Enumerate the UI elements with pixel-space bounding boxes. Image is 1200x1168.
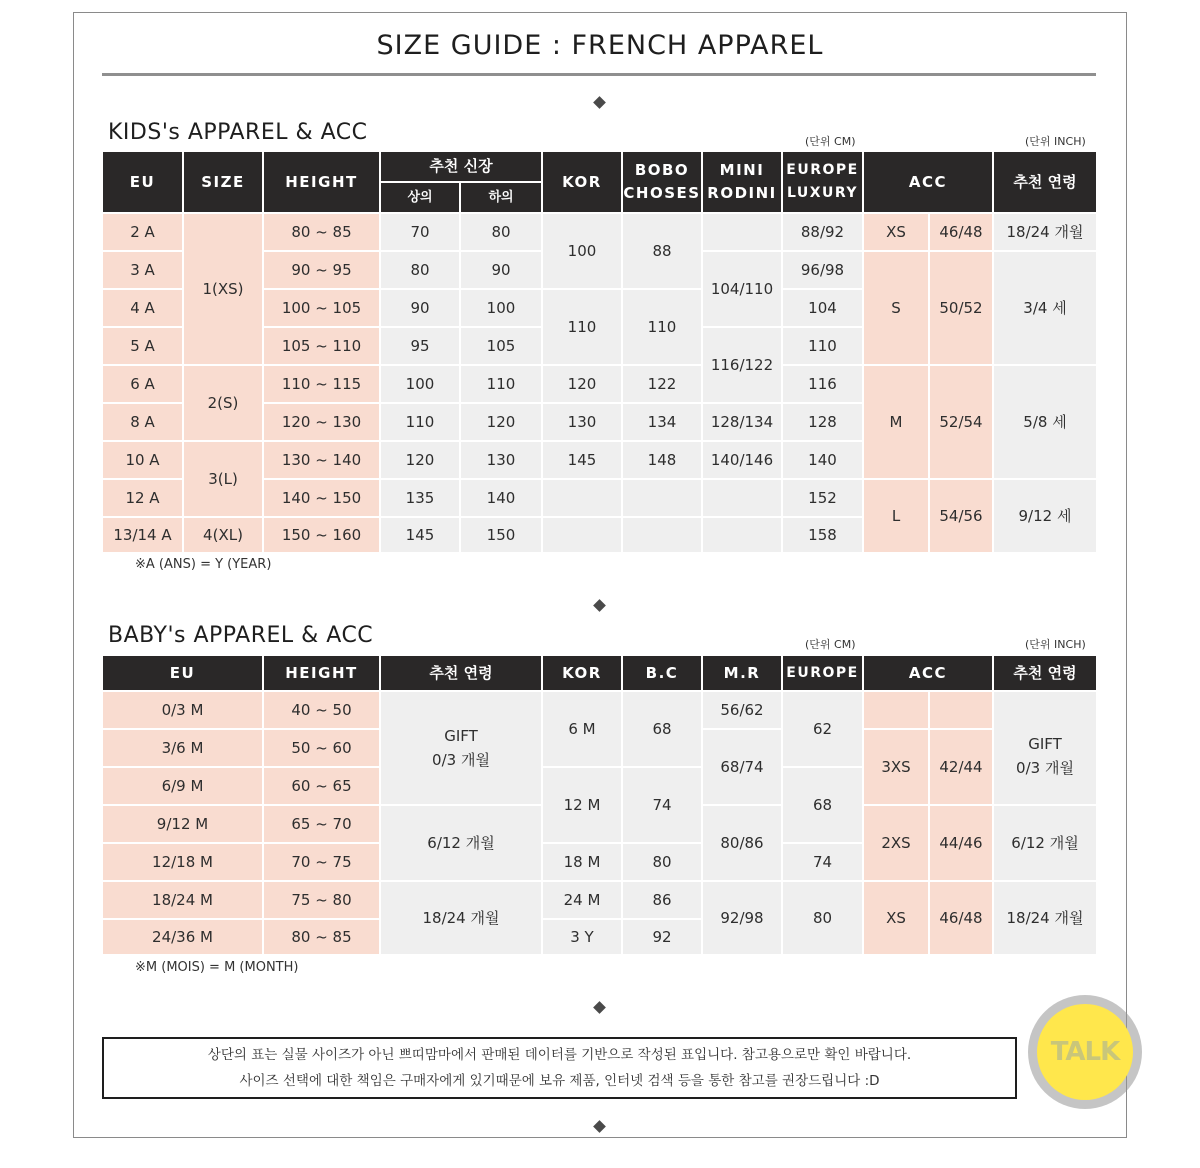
- kids-bottom-cell: 100: [461, 290, 541, 326]
- baby-eu-cell: 0/3 M: [103, 692, 262, 728]
- kids-top-cell: 100: [381, 366, 459, 402]
- kids-header-acc: ACC: [864, 152, 992, 212]
- kids-header-bobo-choses: [623, 152, 701, 212]
- kids-top-cell: 95: [381, 328, 459, 364]
- baby-rec-age2-cell: 6/12 개월: [994, 806, 1096, 880]
- baby-europe-cell: 62: [783, 692, 862, 766]
- baby-acc-inch-empty-cell: [930, 692, 992, 728]
- baby-eu-cell: 9/12 M: [103, 806, 262, 842]
- baby-eu-cell: 24/36 M: [103, 920, 262, 954]
- kids-header-bobo-line1: BOBO: [634, 161, 690, 179]
- baby-rec-age-gift: GIFT: [444, 727, 478, 745]
- kids-mini-empty-cell: [703, 480, 781, 516]
- baby-europe-cell: 80: [783, 882, 862, 954]
- kids-eu-cell: 3 A: [103, 252, 182, 288]
- baby-kor-cell: 3 Y: [543, 920, 621, 954]
- kids-header-mini-rodini: [703, 152, 781, 212]
- kids-header-mini-line1: MINI: [719, 161, 765, 179]
- baby-header-bc: B.C: [623, 656, 701, 690]
- baby-acc-size-cell: 2XS: [864, 806, 928, 880]
- kids-acc-inch-cell: 50/52: [930, 252, 992, 364]
- kids-section-title: KIDS's APPAREL & ACC: [108, 120, 368, 145]
- kids-eu-cell: 12 A: [103, 480, 182, 516]
- disclaimer-line-2: 사이즈 선택에 대한 책임은 구매자에게 있기때문에 보유 제품, 인터넷 검색 등을 통한 참고를 권장드립니다 :D: [239, 1073, 880, 1089]
- kids-size-cell: 3(L): [184, 442, 262, 516]
- kids-bobo-cell: 134: [623, 404, 701, 440]
- kids-acc-size-cell: M: [864, 366, 928, 478]
- kids-rec-age-cell: 9/12 세: [994, 480, 1096, 552]
- baby-rec-age-months: 0/3 개월: [432, 751, 490, 769]
- kids-header-bottom: 하의: [461, 183, 541, 212]
- kids-header-europe-luxury: [783, 152, 862, 212]
- baby-bc-cell: 92: [623, 920, 701, 954]
- kids-bottom-cell: 105: [461, 328, 541, 364]
- baby-mr-cell: 56/62: [703, 692, 781, 728]
- baby-rec-age2-months: 0/3 개월: [1016, 759, 1074, 777]
- kids-mini-cell: 140/146: [703, 442, 781, 478]
- kids-mini-cell: 104/110: [703, 252, 781, 326]
- baby-height-cell: 50 ~ 60: [264, 730, 379, 766]
- kids-acc-inch-cell: 46/48: [930, 214, 992, 250]
- baby-acc-inch-cell: 46/48: [930, 882, 992, 954]
- baby-rec-age2-gift: GIFT: [1028, 735, 1062, 753]
- baby-header-kor: KOR: [543, 656, 621, 690]
- kids-bobo-cell: 122: [623, 366, 701, 402]
- title-divider: [102, 73, 1096, 76]
- kids-mini-cell: 128/134: [703, 404, 781, 440]
- kids-europe-cell: 88/92: [783, 214, 862, 250]
- talk-chat-button[interactable]: [1028, 995, 1142, 1109]
- talk-label: TALK: [1050, 1037, 1120, 1067]
- kids-eu-cell: 8 A: [103, 404, 182, 440]
- baby-acc-size-empty-cell: [864, 692, 928, 728]
- kids-kor-cell: 120: [543, 366, 621, 402]
- kids-acc-size-cell: L: [864, 480, 928, 552]
- kids-header-eu: EU: [103, 152, 182, 212]
- kids-bottom-cell: 140: [461, 480, 541, 516]
- kids-header-kor: KOR: [543, 152, 621, 212]
- kids-acc-size-cell: S: [864, 252, 928, 364]
- kids-bobo-cell: 110: [623, 290, 701, 364]
- kids-eu-cell: 13/14 A: [103, 518, 182, 552]
- kids-bobo-cell: 148: [623, 442, 701, 478]
- baby-height-cell: 65 ~ 70: [264, 806, 379, 842]
- kids-bobo-empty-cell: [623, 518, 701, 552]
- kids-height-cell: 120 ~ 130: [264, 404, 379, 440]
- kids-bobo-empty-cell: [623, 480, 701, 516]
- kids-europe-cell: 116: [783, 366, 862, 402]
- kids-rec-age-cell: 5/8 세: [994, 366, 1096, 478]
- kids-height-cell: 130 ~ 140: [264, 442, 379, 478]
- kids-europe-cell: 152: [783, 480, 862, 516]
- kids-bottom-cell: 90: [461, 252, 541, 288]
- baby-mr-cell: 92/98: [703, 882, 781, 954]
- baby-eu-cell: 12/18 M: [103, 844, 262, 880]
- kids-top-cell: 90: [381, 290, 459, 326]
- kids-kor-cell: 130: [543, 404, 621, 440]
- kids-header-bobo-line2: CHOSES: [623, 184, 701, 202]
- baby-rec-age-cell: 18/24 개월: [381, 882, 541, 954]
- baby-header-rec-age2: 추천 연령: [994, 656, 1096, 690]
- baby-header-height: HEIGHT: [264, 656, 379, 690]
- baby-eu-cell: 18/24 M: [103, 882, 262, 918]
- kids-kor-cell: 100: [543, 214, 621, 288]
- kids-height-cell: 80 ~ 85: [264, 214, 379, 250]
- baby-acc-size-cell: XS: [864, 882, 928, 954]
- baby-kor-cell: 6 M: [543, 692, 621, 766]
- kids-header-rec-height: 추천 신장: [381, 152, 541, 181]
- kids-mini-empty-cell: [703, 214, 781, 250]
- baby-header-eu: EU: [103, 656, 262, 690]
- kids-footnote: ※A (ANS) = Y (YEAR): [135, 557, 272, 572]
- baby-bc-cell: 86: [623, 882, 701, 918]
- baby-unit-cm: (단위 CM): [805, 638, 856, 651]
- kids-rec-age-cell: 3/4 세: [994, 252, 1096, 364]
- kids-top-cell: 110: [381, 404, 459, 440]
- baby-eu-cell: 3/6 M: [103, 730, 262, 766]
- kids-eu-cell: 5 A: [103, 328, 182, 364]
- kids-size-cell: 4(XL): [184, 518, 262, 552]
- kids-size-cell: 2(S): [184, 366, 262, 440]
- baby-acc-inch-cell: 42/44: [930, 730, 992, 804]
- kids-header-europe-line1: EUROPE: [786, 162, 859, 178]
- baby-height-cell: 60 ~ 65: [264, 768, 379, 804]
- kids-height-cell: 105 ~ 110: [264, 328, 379, 364]
- kids-acc-size-cell: XS: [864, 214, 928, 250]
- kids-eu-cell: 6 A: [103, 366, 182, 402]
- talk-bubble-icon: [1037, 1004, 1133, 1100]
- baby-rec-age2-cell: 18/24 개월: [994, 882, 1096, 954]
- kids-eu-cell: 10 A: [103, 442, 182, 478]
- baby-mr-cell: 68/74: [703, 730, 781, 804]
- kids-unit-inch: (단위 INCH): [1025, 135, 1086, 148]
- kids-europe-cell: 110: [783, 328, 862, 364]
- kids-bottom-cell: 80: [461, 214, 541, 250]
- kids-height-cell: 140 ~ 150: [264, 480, 379, 516]
- kids-eu-cell: 4 A: [103, 290, 182, 326]
- baby-mr-cell: 80/86: [703, 806, 781, 880]
- kids-kor-empty-cell: [543, 480, 621, 516]
- baby-rec-age-cell: 6/12 개월: [381, 806, 541, 880]
- baby-height-cell: 80 ~ 85: [264, 920, 379, 954]
- baby-rec-age-cell: [381, 692, 541, 804]
- baby-height-cell: 75 ~ 80: [264, 882, 379, 918]
- baby-europe-cell: 74: [783, 844, 862, 880]
- baby-header-rec-age: 추천 연령: [381, 656, 541, 690]
- baby-height-cell: 70 ~ 75: [264, 844, 379, 880]
- kids-header-height: HEIGHT: [264, 152, 379, 212]
- kids-header-top: 상의: [381, 183, 459, 212]
- baby-bc-cell: 80: [623, 844, 701, 880]
- page-title: SIZE GUIDE : FRENCH APPAREL: [376, 30, 824, 61]
- kids-top-cell: 70: [381, 214, 459, 250]
- baby-section-title: BABY's APPAREL & ACC: [108, 623, 374, 648]
- baby-europe-cell: 68: [783, 768, 862, 842]
- kids-header-mini-line2: RODINI: [707, 184, 777, 202]
- baby-kor-cell: 12 M: [543, 768, 621, 842]
- baby-acc-size-cell: 3XS: [864, 730, 928, 804]
- baby-header-europe: EUROPE: [783, 656, 862, 690]
- baby-kor-cell: 18 M: [543, 844, 621, 880]
- kids-acc-inch-cell: 52/54: [930, 366, 992, 478]
- kids-bottom-cell: 110: [461, 366, 541, 402]
- baby-bc-cell: 74: [623, 768, 701, 842]
- baby-rec-age2-cell: [994, 692, 1096, 804]
- kids-kor-empty-cell: [543, 518, 621, 552]
- kids-header-europe-line2: LUXURY: [786, 185, 859, 201]
- kids-mini-empty-cell: [703, 518, 781, 552]
- kids-header-size: SIZE: [184, 152, 262, 212]
- baby-kor-cell: 24 M: [543, 882, 621, 918]
- disclaimer-line-1: 상단의 표는 실물 사이즈가 아닌 쁘띠맘마에서 판매된 데이터를 기반으로 작성된 표입니다. 참고용으로만 확인 바랍니다.: [207, 1047, 912, 1063]
- kids-rec-age-cell: 18/24 개월: [994, 214, 1096, 250]
- kids-top-cell: 145: [381, 518, 459, 552]
- kids-height-cell: 90 ~ 95: [264, 252, 379, 288]
- baby-header-mr: M.R: [703, 656, 781, 690]
- kids-top-cell: 120: [381, 442, 459, 478]
- kids-europe-cell: 128: [783, 404, 862, 440]
- baby-acc-inch-cell: 44/46: [930, 806, 992, 880]
- kids-kor-cell: 110: [543, 290, 621, 364]
- kids-bottom-cell: 130: [461, 442, 541, 478]
- baby-unit-inch: (단위 INCH): [1025, 638, 1086, 651]
- kids-top-cell: 80: [381, 252, 459, 288]
- kids-kor-cell: 145: [543, 442, 621, 478]
- kids-bottom-cell: 120: [461, 404, 541, 440]
- kids-header-rec-age: 추천 연령: [994, 152, 1096, 212]
- disclaimer-box: [102, 1037, 1017, 1099]
- kids-europe-cell: 140: [783, 442, 862, 478]
- kids-bobo-cell: 88: [623, 214, 701, 288]
- kids-size-cell: 1(XS): [184, 214, 262, 364]
- baby-header-acc: ACC: [864, 656, 992, 690]
- baby-height-cell: 40 ~ 50: [264, 692, 379, 728]
- kids-mini-cell: 116/122: [703, 328, 781, 402]
- kids-acc-inch-cell: 54/56: [930, 480, 992, 552]
- kids-height-cell: 150 ~ 160: [264, 518, 379, 552]
- baby-eu-cell: 6/9 M: [103, 768, 262, 804]
- kids-bottom-cell: 150: [461, 518, 541, 552]
- baby-bc-cell: 68: [623, 692, 701, 766]
- kids-europe-cell: 104: [783, 290, 862, 326]
- kids-europe-cell: 158: [783, 518, 862, 552]
- kids-eu-cell: 2 A: [103, 214, 182, 250]
- kids-unit-cm: (단위 CM): [805, 135, 856, 148]
- kids-height-cell: 100 ~ 105: [264, 290, 379, 326]
- kids-height-cell: 110 ~ 115: [264, 366, 379, 402]
- kids-top-cell: 135: [381, 480, 459, 516]
- baby-footnote: ※M (MOIS) = M (MONTH): [135, 960, 299, 975]
- kids-europe-cell: 96/98: [783, 252, 862, 288]
